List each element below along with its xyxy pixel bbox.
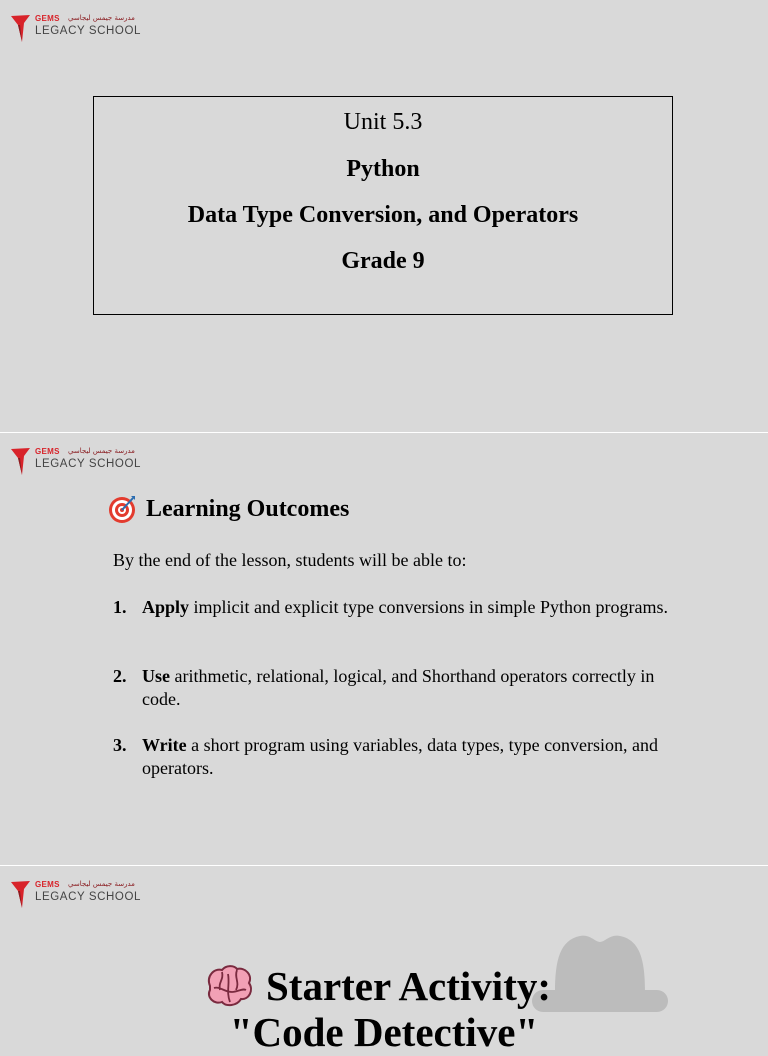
subject-title: Python <box>346 156 420 182</box>
learning-outcomes-slide <box>0 433 768 865</box>
gems-logo-icon <box>10 879 32 909</box>
starter-heading <box>204 962 551 1010</box>
grade-label: Grade 9 <box>341 248 425 274</box>
brain-icon <box>204 964 254 1008</box>
list-item <box>113 734 703 780</box>
intro-text: By the end of the lesson, students will be able to: <box>113 550 467 570</box>
gems-logo-icon <box>10 13 32 43</box>
logo-brand: GEMS <box>35 880 60 889</box>
unit-label: Unit 5.3 <box>343 109 423 135</box>
item-verb: Apply <box>142 597 190 617</box>
list-item <box>113 596 703 619</box>
logo-school-name: LEGACY SCHOOL <box>35 891 142 903</box>
school-logo <box>10 446 140 476</box>
school-logo <box>10 879 140 909</box>
logo-arabic: مدرسة جيمس ليجاسي <box>68 447 135 455</box>
item-text: a short program using variables, data types, type conversion, and operators. <box>142 735 659 778</box>
logo-brand: GEMS <box>35 14 60 23</box>
learning-outcomes-heading <box>107 493 349 525</box>
title-box <box>93 96 673 315</box>
title-slide <box>0 0 768 432</box>
item-verb: Write <box>142 735 187 755</box>
item-text: arithmetic, relational, logical, and Shorthand operators correctly in code. <box>142 666 655 709</box>
gems-logo-icon <box>10 446 32 476</box>
starter-activity-slide <box>0 866 768 1055</box>
topic-title: Data Type Conversion, and Operators <box>187 202 579 228</box>
item-number: 2. <box>113 666 127 686</box>
list-item <box>113 665 703 711</box>
item-number: 3. <box>113 735 127 755</box>
heading-text: Learning Outcomes <box>146 495 350 522</box>
item-verb: Use <box>142 666 170 686</box>
item-number: 1. <box>113 597 127 617</box>
starter-subtitle: "Code Detective" <box>229 1009 539 1055</box>
target-icon <box>107 494 137 524</box>
logo-arabic: مدرسة جيمس ليجاسي <box>68 14 135 22</box>
item-text: implicit and explicit type conversions in simple Python programs. <box>189 597 668 617</box>
logo-brand: GEMS <box>35 447 60 456</box>
logo-arabic: مدرسة جيمس ليجاسي <box>68 880 135 888</box>
logo-school-name: LEGACY SCHOOL <box>35 25 142 37</box>
school-logo <box>10 13 140 43</box>
starter-title: Starter Activity: <box>266 963 551 1009</box>
logo-school-name: LEGACY SCHOOL <box>35 458 142 470</box>
